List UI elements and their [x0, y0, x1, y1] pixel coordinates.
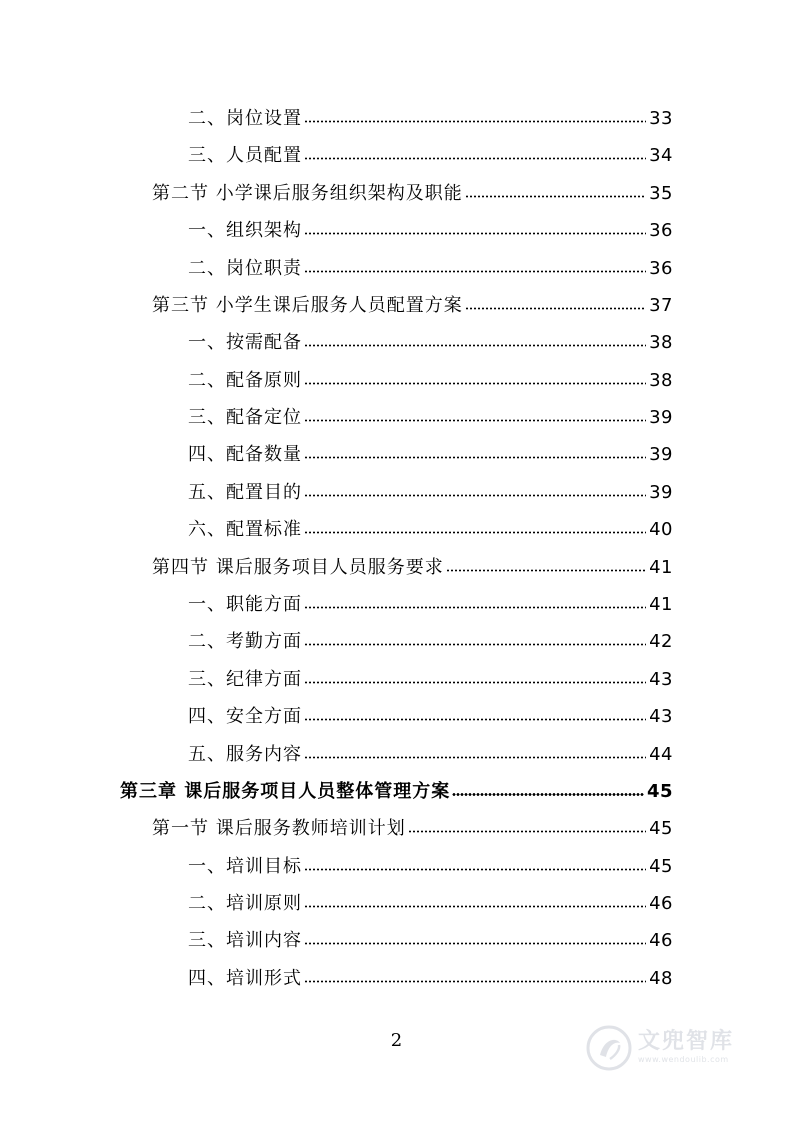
toc-entry[interactable] [188, 212, 673, 249]
toc-leader-dots [304, 756, 646, 759]
toc-entry-label: 一、职能方面 [188, 594, 302, 615]
toc-entry-label: 一、培训目标 [188, 856, 302, 877]
toc-entry-page: 45 [646, 781, 673, 802]
toc-leader-dots [304, 868, 646, 871]
page-number: 2 [390, 1030, 403, 1051]
toc-entry-label: 一、按需配备 [188, 332, 302, 353]
toc-entry-page: 48 [649, 968, 673, 989]
toc-leader-dots [465, 195, 646, 198]
toc-entry-label: 第三节 小学生课后服务人员配置方案 [152, 295, 463, 316]
toc-entry-page: 42 [649, 631, 673, 652]
toc-entry-label: 五、服务内容 [188, 744, 302, 765]
toc-leader-dots [304, 942, 646, 945]
toc-entry-page: 34 [649, 145, 673, 166]
toc-entry-page: 36 [649, 220, 673, 241]
toc-entry[interactable] [188, 698, 673, 735]
toc-entry-label: 二、培训原则 [188, 893, 302, 914]
toc-entry-page: 41 [649, 594, 673, 615]
toc-entry-page: 45 [649, 856, 673, 877]
toc-entry-page: 43 [649, 669, 673, 690]
toc-leader-dots [304, 905, 646, 908]
toc-entry-label: 四、配备数量 [188, 444, 302, 465]
toc-entry-page: 44 [649, 744, 673, 765]
toc-leader-dots [446, 569, 646, 572]
toc-entry-page: 38 [649, 370, 673, 391]
toc-entry[interactable] [188, 474, 673, 511]
watermark-text [638, 1030, 734, 1066]
toc-leader-dots [408, 830, 646, 833]
toc-entry-page: 35 [649, 183, 673, 204]
toc-entry-page: 37 [649, 295, 673, 316]
toc-entry[interactable] [188, 324, 673, 361]
toc-entry[interactable] [188, 362, 673, 399]
toc-leader-dots [304, 980, 646, 983]
toc-entry-page: 39 [649, 407, 673, 428]
watermark [586, 1020, 756, 1076]
toc-entry-label: 三、人员配置 [188, 145, 302, 166]
toc-leader-dots [304, 606, 646, 609]
toc-leader-dots [304, 419, 646, 422]
toc-entry-label: 二、岗位设置 [188, 108, 302, 129]
toc-entry-label: 第二节 小学课后服务组织架构及职能 [152, 183, 463, 204]
toc-entry[interactable] [188, 137, 673, 174]
toc-leader-dots [304, 157, 646, 160]
toc-entry[interactable] [188, 436, 673, 473]
toc-entry-label: 第三章 课后服务项目人员整体管理方案 [120, 781, 451, 802]
toc-entry-page: 41 [649, 557, 673, 578]
toc-entry[interactable] [188, 623, 673, 660]
toc-leader-dots [304, 643, 646, 646]
watermark-title: 文兜智库 [638, 1029, 735, 1054]
toc-entry[interactable] [188, 922, 673, 959]
toc-entry[interactable] [152, 810, 673, 847]
toc-entry[interactable] [188, 250, 673, 287]
toc-entry[interactable] [188, 960, 673, 997]
toc-entry[interactable] [188, 586, 673, 623]
toc-entry-page: 43 [649, 706, 673, 727]
toc-entry-label: 第四节 课后服务项目人员服务要求 [152, 557, 444, 578]
toc-entry-label: 二、岗位职责 [188, 258, 302, 279]
toc-entry-label: 三、纪律方面 [188, 669, 302, 690]
toc-entry[interactable] [152, 549, 673, 586]
toc-entry-page: 46 [649, 930, 673, 951]
toc-entry-label: 二、配备原则 [188, 370, 302, 391]
toc-entry-label: 五、配置目的 [188, 482, 302, 503]
toc-entry[interactable] [188, 511, 673, 548]
toc-entry-label: 二、考勤方面 [188, 631, 302, 652]
toc-entry[interactable] [152, 175, 673, 212]
toc-entry-page: 33 [649, 108, 673, 129]
toc-entry-label: 四、培训形式 [188, 968, 302, 989]
toc-entry-page: 36 [649, 258, 673, 279]
toc-leader-dots [304, 382, 646, 385]
toc-entry[interactable] [188, 100, 673, 137]
toc-leader-dots [304, 232, 646, 235]
toc-entry-label: 第一节 课后服务教师培训计划 [152, 818, 406, 839]
toc-entry-page: 39 [649, 482, 673, 503]
toc-entry-label: 三、培训内容 [188, 930, 302, 951]
toc-entry-page: 45 [649, 818, 673, 839]
toc-leader-dots [304, 270, 646, 273]
toc-entry[interactable] [188, 661, 673, 698]
toc-entry-label: 三、配备定位 [188, 407, 302, 428]
toc-leader-dots [304, 494, 646, 497]
toc-leader-dots [452, 793, 644, 796]
toc-leader-dots [304, 344, 646, 347]
toc-leader-dots [465, 307, 646, 310]
toc-leader-dots [304, 120, 646, 123]
toc-entry[interactable] [188, 736, 673, 773]
toc-leader-dots [304, 681, 646, 684]
toc-entry[interactable] [188, 399, 673, 436]
toc-chapter-entry[interactable] [120, 773, 673, 810]
toc-entry-page: 40 [649, 519, 673, 540]
toc-leader-dots [304, 718, 646, 721]
toc-leader-dots [304, 456, 646, 459]
toc-entry-label: 四、安全方面 [188, 706, 302, 727]
toc-entry[interactable] [188, 848, 673, 885]
toc-entry-label: 六、配置标准 [188, 519, 302, 540]
toc-leader-dots [304, 531, 646, 534]
toc-entry-label: 一、组织架构 [188, 220, 302, 241]
toc-entry[interactable] [152, 287, 673, 324]
watermark-url: www.wendoulib.com [638, 1055, 729, 1064]
toc-entry[interactable] [188, 885, 673, 922]
toc-entry-page: 38 [649, 332, 673, 353]
watermark-logo-icon [586, 1025, 632, 1071]
toc-entry-page: 46 [649, 893, 673, 914]
toc-entry-page: 39 [649, 444, 673, 465]
